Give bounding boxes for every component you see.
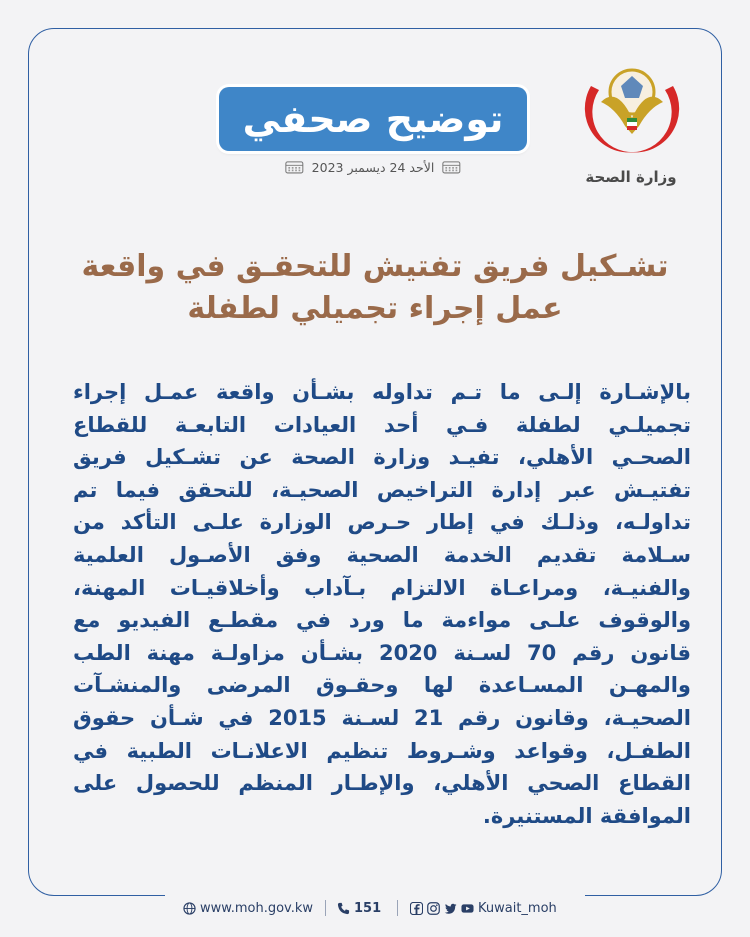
body-line: تفتيـش عبر إدارة التراخيص الصحيـة، للتحقق فيما تم	[73, 477, 691, 502]
body-line: تجميلـي لطفلة فـي أحد العيادات التابعـة للقطاع	[73, 412, 691, 437]
body-line: والمهـن المسـاعدة لها وحقـوق المرضى والمنشـآت	[73, 673, 691, 698]
body-line: الصحيـة، وقانون رقم 21 لسـنة 2015 في شـأن حقوق	[73, 705, 691, 730]
globe-icon	[183, 902, 196, 915]
headline-line: تشـكيل فريق تفتيش للتحقـق في واقعة	[81, 249, 669, 284]
hotline-number: 151	[354, 900, 382, 916]
badge-title: توضيح صحفي	[242, 97, 504, 141]
instagram-icon[interactable]	[427, 902, 440, 915]
body-line: الموافقة المستنيرة.	[482, 803, 691, 828]
body-line: والفنيـة، ومراعـاة الالتزام بـآداب وأخلاقيـات المهنة،	[73, 575, 691, 600]
ministry-name: وزارة الصحة	[585, 168, 677, 186]
footer-divider	[397, 900, 398, 916]
body-line: قانون رقم 70 لسـنة 2020 بشـأن مزاولـة مهنة الطب	[73, 640, 691, 665]
body-line: الطفـل، وقواعد وشـروط تنظيم الاعلانـات الطبية في	[73, 738, 691, 763]
body-line: بالإشـارة إلـى ما تـم تداوله بشـأن واقعة عمـل إجراء	[73, 380, 691, 404]
website-link[interactable]	[183, 893, 313, 923]
date-row	[285, 156, 461, 178]
press-clarification-badge	[219, 87, 527, 151]
youtube-icon[interactable]	[461, 902, 474, 915]
headline-line: عمل إجراء تجميلي لطفلة	[187, 291, 563, 326]
footer	[165, 893, 585, 923]
website-text: www.moh.gov.kw	[200, 900, 314, 916]
statement-body	[73, 376, 691, 832]
publish-date: الأحد 24 ديسمبر 2023	[311, 159, 435, 175]
body-line: الصحـي الأهلي، تفيـد وزارة الصحة عن تشـكيل فريق	[73, 445, 691, 470]
body-line: القطاع الصحي الأهلي، والإطـار المنظم للحصول على	[73, 771, 691, 796]
phone-icon	[337, 902, 350, 915]
social-links[interactable]	[410, 893, 557, 923]
headline	[60, 246, 690, 330]
footer-divider	[325, 900, 326, 916]
social-handle: Kuwait_moh	[478, 900, 557, 916]
body-line: تداولـه، وذلـك في إطار حـرص الوزارة علـى التأكد من	[73, 510, 691, 535]
calendar-icon	[442, 159, 461, 175]
facebook-icon[interactable]	[410, 902, 423, 915]
twitter-icon[interactable]	[444, 902, 457, 915]
body-line: سـلامة تقديم الخدمة الصحية وفق الأصـول العلمية	[73, 542, 691, 567]
body-line: والوقوف علـى مواءمة ما ورد في مقطـع الفيديو مع	[73, 608, 691, 633]
calendar-icon	[285, 159, 304, 175]
ministry-logo	[577, 56, 687, 156]
hotline-link[interactable]	[337, 893, 381, 923]
